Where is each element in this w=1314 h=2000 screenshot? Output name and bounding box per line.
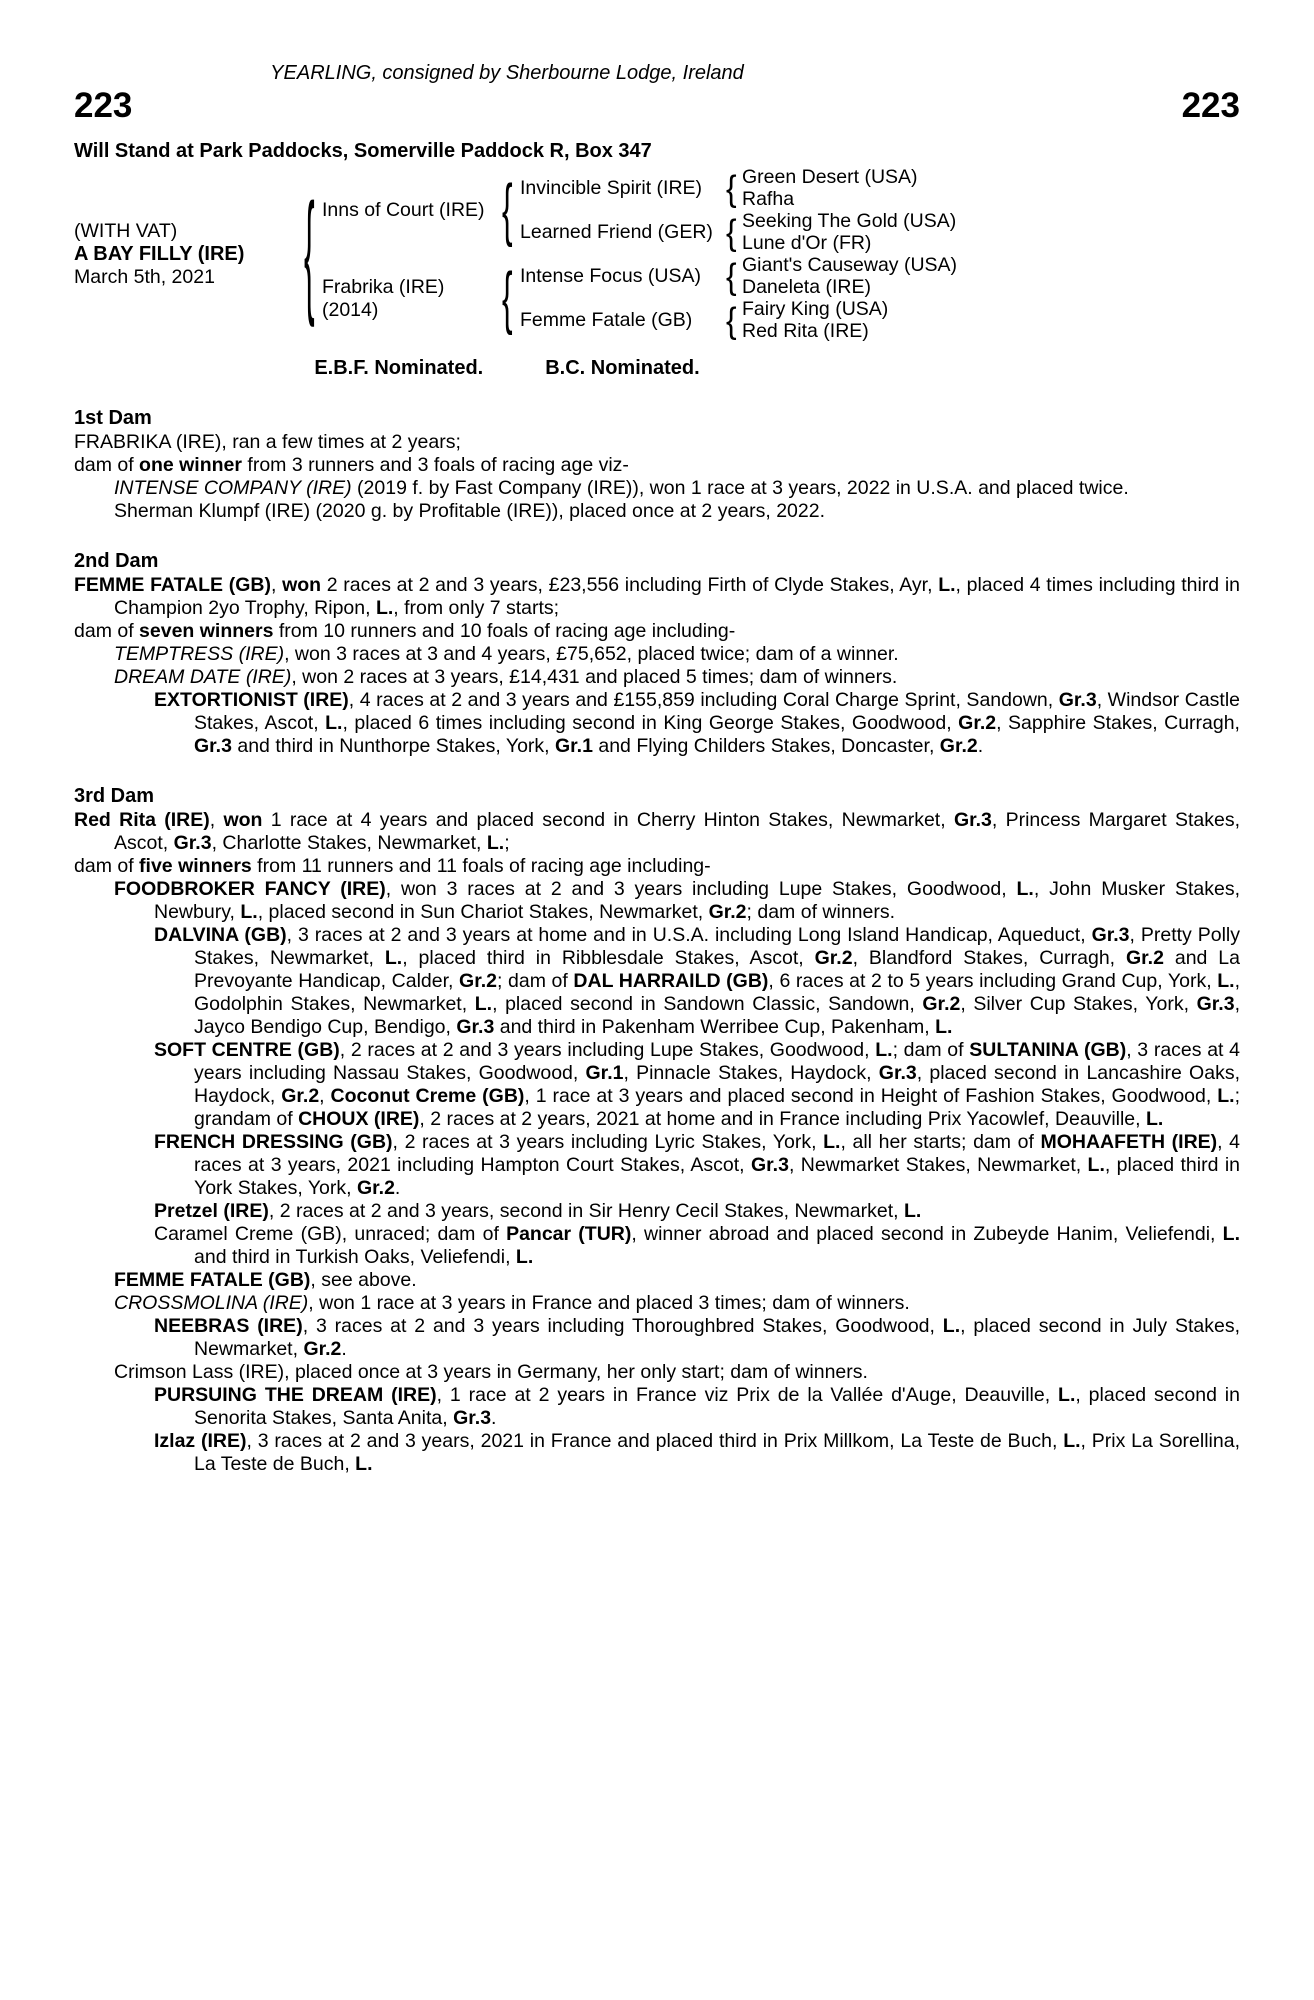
text-segment: , Prix La Sorellina, La Teste de Buch, [194, 1429, 1240, 1475]
text-segment: , winner abroad and placed second in Zubeyde Hanim, Veliefendi, [631, 1222, 1223, 1245]
text-segment: , won 3 races at 2 and 3 years including Lupe Stakes, Goodwood, [385, 877, 1017, 900]
text-segment: ; dam of [892, 1038, 970, 1061]
pedigree-brace-sire [494, 171, 520, 248]
gen3-name: Giant's Causeway (USA) [742, 254, 958, 276]
text-segment: DREAM DATE (IRE) [114, 665, 292, 688]
text-segment: , [319, 1084, 331, 1107]
pedigree-paragraph [74, 431, 1240, 454]
dam-grandparents [520, 255, 957, 343]
pedigree-paragraph [74, 454, 1240, 477]
text-segment: , 3 races at 2 and 3 years at home and in U.S.A. including Long Island Handicap, Aqueduct, [286, 923, 1092, 946]
brace-icon: { [725, 256, 737, 297]
dam-section [74, 785, 1240, 1476]
text-segment: Gr.3 [878, 1061, 917, 1084]
text-segment: , Blandford Stakes, Curragh, [852, 946, 1126, 969]
text-segment: dam of [74, 453, 140, 476]
pedigree-paragraph [74, 809, 1240, 855]
text-segment: Gr.3 [453, 1406, 492, 1429]
text-segment: Sherman Klumpf (IRE) (2020 g. by Profitable (IRE)), placed once at 2 years, 2022. [114, 499, 826, 522]
with-vat-label: (WITH VAT) [74, 220, 178, 242]
ebf-nomination: E.B.F. Nominated. [314, 356, 484, 379]
text-segment: from 3 runners and 3 foals of racing age viz- [241, 453, 629, 476]
text-segment: Gr.3 [194, 734, 232, 757]
text-segment: and third in Pakenham Werribee Cup, Pakenham, [494, 1015, 936, 1038]
text-segment: MOHAAFETH (IRE) [1040, 1130, 1218, 1153]
gen3-stack [742, 167, 918, 211]
bc-nomination: B.C. Nominated. [545, 356, 700, 379]
text-segment: Red Rita (IRE) [74, 808, 210, 831]
text-segment: , won 2 races at 3 years, £14,431 and placed 5 times; dam of winners. [291, 665, 898, 688]
text-segment: , won 1 race at 3 years in France and placed 3 times; dam of winners. [308, 1291, 910, 1314]
text-segment: , from only 7 starts; [393, 596, 560, 619]
pedigree-brace-main [296, 177, 322, 329]
text-segment: , placed second in Senorita Stakes, Santa Anita, [194, 1383, 1240, 1429]
text-segment: NEEBRAS (IRE) [154, 1314, 303, 1337]
text-segment: and third in Turkish Oaks, Veliefendi, [194, 1245, 516, 1268]
gen2-unit [520, 255, 957, 299]
text-segment: CHOUX (IRE) [298, 1107, 420, 1130]
text-segment: and Flying Childers Stakes, Doncaster, [592, 734, 940, 757]
text-segment: Gr.2 [708, 900, 747, 923]
text-segment: , 2 races at 2 and 3 years including Lupe Stakes, Goodwood, [339, 1038, 876, 1061]
section-heading: 1st Dam [74, 406, 152, 429]
text-segment: , 1 race at 2 years in France viz Prix de la Vallée d'Auge, Deauville, [436, 1383, 1059, 1406]
text-segment: FRENCH DRESSING (GB) [154, 1130, 393, 1153]
text-segment: one winner [139, 453, 242, 476]
text-segment: , 2 races at 2 years, 2021 at home and in France including Prix Yacowlef, Deauville, [419, 1107, 1146, 1130]
text-segment: FEMME FATALE (GB) [74, 573, 271, 596]
gen2-unit [520, 167, 956, 211]
text-segment: , 6 races at 2 to 5 years including Grand Cup, York, [768, 969, 1218, 992]
text-segment: Gr.1 [555, 734, 593, 757]
text-segment: FOODBROKER FANCY (IRE) [114, 877, 386, 900]
text-segment: , placed second in July Stakes, Newmarket, [194, 1314, 1240, 1360]
text-segment: , placed second in Lancashire Oaks, Haydock, [194, 1061, 1240, 1107]
gen2-name: Invincible Spirit (IRE) [520, 177, 703, 199]
text-segment: , Jayco Bendigo Cup, Bendigo, [194, 992, 1240, 1038]
text-segment: . [977, 734, 984, 757]
text-segment: L. [515, 1245, 534, 1268]
text-segment: ; dam of [497, 969, 574, 992]
gen3-name: Green Desert (USA) [742, 166, 918, 188]
lot-number-right: 223 [1181, 86, 1240, 125]
text-segment: , 2 races at 3 years including Lyric Stakes, York, [392, 1130, 824, 1153]
text-segment: L. [1058, 1383, 1076, 1406]
pedigree-table [74, 167, 1240, 343]
dam-half [322, 255, 957, 343]
text-segment: L. [375, 596, 394, 619]
text-segment: L. [474, 992, 493, 1015]
brace-icon: { [725, 168, 737, 209]
pedigree-paragraph [74, 855, 1240, 878]
text-segment: FEMME FATALE (GB) [114, 1268, 311, 1291]
text-segment: , placed 4 times including third in Champion 2yo Trophy, Ripon, [114, 573, 1241, 619]
text-segment: Gr.1 [585, 1061, 624, 1084]
text-segment: L. [875, 1038, 893, 1061]
text-segment: Caramel Creme (GB), unraced; dam of [154, 1222, 507, 1245]
text-segment: PURSUING THE DREAM (IRE) [154, 1383, 437, 1406]
text-segment: Gr.2 [814, 946, 853, 969]
text-segment: and La Prevoyante Handicap, Calder, [194, 946, 1240, 992]
text-segment: L. [942, 1314, 961, 1337]
foal-date: March 5th, 2021 [74, 266, 215, 288]
pedigree-paragraph [74, 1131, 1240, 1200]
lot-number-row [74, 87, 1240, 126]
text-segment: , all her starts; dam of [840, 1130, 1041, 1153]
pedigree-paragraph [74, 1430, 1240, 1476]
text-segment: , placed third in Ribblesdale Stakes, Ascot, [402, 946, 815, 969]
text-segment: L. [1016, 877, 1034, 900]
brace-icon: { [725, 212, 737, 253]
gen3-name: Red Rita (IRE) [742, 320, 869, 342]
text-segment: , Newmarket Stakes, Newmarket, [788, 1153, 1088, 1176]
text-segment: TEMPTRESS (IRE) [114, 642, 285, 665]
stand-location: Will Stand at Park Paddocks, Somerville Paddock R, Box 347 [74, 139, 652, 162]
text-segment: . [341, 1337, 347, 1360]
sire-grandparents [520, 167, 956, 255]
text-segment: , John Musker Stakes, Newbury, [154, 877, 1240, 923]
pedigree-paragraph [74, 574, 1240, 620]
text-segment: Gr.3 [1058, 688, 1097, 711]
gen3-name: Daneleta (IRE) [742, 276, 871, 298]
text-segment: , Princess Margaret Stakes, Ascot, [114, 808, 1240, 854]
text-segment: Gr.2 [939, 734, 978, 757]
text-segment: L. [935, 1015, 953, 1038]
text-segment: Crimson Lass (IRE), placed once at 3 years in Germany, her only start; dam of winners. [114, 1360, 868, 1383]
text-segment: , 3 races at 2 and 3 years, 2021 in France and placed third in Prix Millkom, La Teste de Buch, [246, 1429, 1064, 1452]
text-segment: (2019 f. by Fast Company (IRE)), won 1 race at 3 years, 2022 in U.S.A. and placed twice. [351, 476, 1129, 499]
text-segment: , 3 races at 2 and 3 years including Thoroughbred Stakes, Goodwood, [302, 1314, 943, 1337]
gen2-name: Intense Focus (USA) [520, 265, 701, 287]
text-segment: Gr.2 [958, 711, 997, 734]
text-segment: Pretzel (IRE) [154, 1199, 269, 1222]
text-segment: L. [823, 1130, 841, 1153]
text-segment: L. [938, 573, 956, 596]
pedigree-sections [74, 407, 1240, 1476]
gen3-name: Fairy King (USA) [742, 298, 889, 320]
text-segment: L. [355, 1452, 373, 1475]
text-segment: L. [325, 711, 343, 734]
gen2-unit [520, 299, 957, 343]
section-heading: 2nd Dam [74, 549, 159, 572]
text-segment: L. [1146, 1107, 1164, 1130]
pedigree-paragraph [74, 643, 1240, 666]
text-segment: ; grandam of [194, 1084, 1240, 1130]
pedigree-paragraph [74, 1292, 1240, 1315]
text-segment: Gr.2 [459, 969, 497, 992]
text-segment: SOFT CENTRE (GB) [154, 1038, 340, 1061]
pedigree-brace-small [720, 211, 742, 255]
pedigree-paragraph [74, 1315, 1240, 1361]
text-segment: . [491, 1406, 497, 1429]
section-heading: 3rd Dam [74, 784, 155, 807]
pedigree-paragraph [74, 1223, 1240, 1269]
text-segment: Gr.2 [303, 1337, 342, 1360]
dam-name: Frabrika (IRE) [322, 275, 445, 298]
dam-section [74, 550, 1240, 758]
text-segment: , placed second in Sun Chariot Stakes, Newmarket, [257, 900, 709, 923]
gen3-stack [742, 211, 956, 255]
text-segment: DAL HARRAILD (GB) [573, 969, 769, 992]
pedigree-paragraph [74, 1269, 1240, 1292]
dam-cell [322, 276, 494, 322]
text-segment: dam of [74, 619, 140, 642]
sire-name: Inns of Court (IRE) [322, 199, 485, 221]
brace-icon: { [501, 259, 513, 336]
text-segment: FRABRIKA (IRE), ran a few times at 2 years; [74, 430, 461, 453]
text-segment: Izlaz (IRE) [154, 1429, 247, 1452]
text-segment: , Sapphire Stakes, Curragh, [996, 711, 1240, 734]
text-segment: , 4 races at 3 years, 2021 including Hampton Court Stakes, Ascot, [194, 1130, 1241, 1176]
pedigree-paragraph [74, 1384, 1240, 1430]
text-segment: , 1 race at 3 years and placed second in Height of Fashion Stakes, Goodwood, [524, 1084, 1218, 1107]
pedigree-paragraph [74, 878, 1240, 924]
text-segment: , Pinnacle Stakes, Haydock, [623, 1061, 879, 1084]
gen2-name: Learned Friend (GER) [520, 221, 713, 243]
text-segment: , 3 races at 4 years including Nassau Stakes, Goodwood, [194, 1038, 1240, 1084]
horse-name: A BAY FILLY (IRE) [74, 243, 245, 265]
generations [322, 167, 957, 343]
text-segment: and third in Nunthorpe Stakes, York, [231, 734, 555, 757]
gen3-name: Rafha [742, 188, 795, 210]
text-segment: , placed third in York Stakes, York, [194, 1153, 1241, 1199]
dam-section [74, 407, 1240, 523]
text-segment: 1 race at 4 years and placed second in Cherry Hinton Stakes, Newmarket, [262, 808, 954, 831]
text-segment: L. [240, 900, 258, 923]
text-segment: SULTANINA (GB) [969, 1038, 1127, 1061]
text-segment: Gr.3 [750, 1153, 789, 1176]
nominations-row [74, 357, 1240, 380]
text-segment: won [223, 808, 263, 831]
pedigree-paragraph [74, 500, 1240, 523]
pedigree-paragraph [74, 924, 1240, 1039]
dam-year: (2014) [322, 298, 379, 321]
text-segment: , placed second in Sandown Classic, Sandown, [492, 992, 923, 1015]
pedigree-paragraph [74, 1200, 1240, 1223]
text-segment: CROSSMOLINA (IRE) [114, 1291, 309, 1314]
text-segment: , placed 6 times including second in King George Stakes, Goodwood, [342, 711, 959, 734]
text-segment: Gr.3 [1196, 992, 1235, 1015]
text-segment: , 4 races at 2 and 3 years and £155,859 including Coral Charge Sprint, Sandown, [348, 688, 1059, 711]
text-segment: Gr.2 [281, 1084, 320, 1107]
text-segment: L. [1222, 1222, 1240, 1245]
text-segment: Gr.3 [1091, 923, 1130, 946]
text-segment: 2 races at 2 and 3 years, £23,556 including Firth of Clyde Stakes, Ayr, [321, 573, 939, 596]
text-segment: from 10 runners and 10 foals of racing age including- [273, 619, 736, 642]
text-segment: , [270, 573, 283, 596]
text-segment: DALVINA (GB) [154, 923, 287, 946]
lot-number-left: 223 [74, 86, 133, 125]
text-segment: seven winners [139, 619, 274, 642]
text-segment: dam of [74, 854, 140, 877]
text-segment: L. [384, 946, 403, 969]
pedigree-brace-small [720, 167, 742, 211]
text-segment: L. [1087, 1153, 1105, 1176]
text-segment: Coconut Creme (GB) [330, 1084, 525, 1107]
gen3-name: Seeking The Gold (USA) [742, 210, 957, 232]
brace-icon: { [725, 300, 737, 341]
text-segment: Gr.2 [356, 1176, 395, 1199]
text-segment: , Silver Cup Stakes, York, [960, 992, 1197, 1015]
text-segment: . [394, 1176, 401, 1199]
pedigree-paragraph [74, 1039, 1240, 1131]
text-segment: ; dam of winners. [746, 900, 896, 923]
text-segment: , Pretty Polly Stakes, Newmarket, [194, 923, 1240, 969]
text-segment: L. [1217, 969, 1235, 992]
pedigree-paragraph [74, 620, 1240, 643]
sire-half [322, 167, 957, 255]
text-segment: , see above. [310, 1268, 417, 1291]
text-segment: , won 3 races at 3 and 4 years, £75,652, placed twice; dam of a winner. [284, 642, 899, 665]
sire-cell [322, 199, 494, 222]
text-segment: L. [1217, 1084, 1235, 1107]
text-segment: , 2 races at 2 and 3 years, second in Sir Henry Cecil Stakes, Newmarket, [268, 1199, 904, 1222]
text-segment: EXTORTIONIST (IRE) [154, 688, 349, 711]
text-segment: , Charlotte Stakes, Newmarket, [211, 831, 487, 854]
text-segment: Gr.3 [456, 1015, 495, 1038]
brace-icon: { [501, 171, 513, 248]
text-segment: ; [504, 831, 510, 854]
pedigree-brace-dam [494, 259, 520, 336]
text-segment: Gr.3 [953, 808, 992, 831]
pedigree-paragraph [74, 689, 1240, 758]
text-segment: won [282, 573, 322, 596]
lot-details [74, 220, 296, 289]
gen2-name: Femme Fatale (GB) [520, 309, 693, 331]
pedigree-paragraph [74, 666, 1240, 689]
text-segment: Pancar (TUR) [506, 1222, 632, 1245]
gen3-name: Lune d'Or (FR) [742, 232, 872, 254]
gen3-stack [742, 299, 888, 343]
consignor-title: YEARLING, consigned by Sherbourne Lodge, Ireland [270, 62, 744, 84]
pedigree-brace-small [720, 299, 742, 343]
pedigree-brace-small [720, 255, 742, 299]
text-segment: L. [903, 1199, 922, 1222]
text-segment: Gr.3 [173, 831, 212, 854]
brace-icon: { [303, 177, 315, 329]
text-segment: from 11 runners and 11 foals of racing age including- [251, 854, 711, 877]
text-segment: , Windsor Castle Stakes, Ascot, [194, 688, 1241, 734]
text-segment: Gr.2 [1126, 946, 1164, 969]
text-segment: five winners [139, 854, 252, 877]
pedigree-paragraph [74, 1361, 1240, 1384]
text-segment: INTENSE COMPANY (IRE) [114, 476, 352, 499]
pedigree-paragraph [74, 477, 1240, 500]
text-segment: , Godolphin Stakes, Newmarket, [194, 969, 1240, 1015]
text-segment: L. [1063, 1429, 1081, 1452]
text-segment: L. [486, 831, 505, 854]
gen2-unit [520, 211, 956, 255]
gen3-stack [742, 255, 957, 299]
text-segment: Gr.2 [922, 992, 961, 1015]
text-segment: , [209, 808, 224, 831]
